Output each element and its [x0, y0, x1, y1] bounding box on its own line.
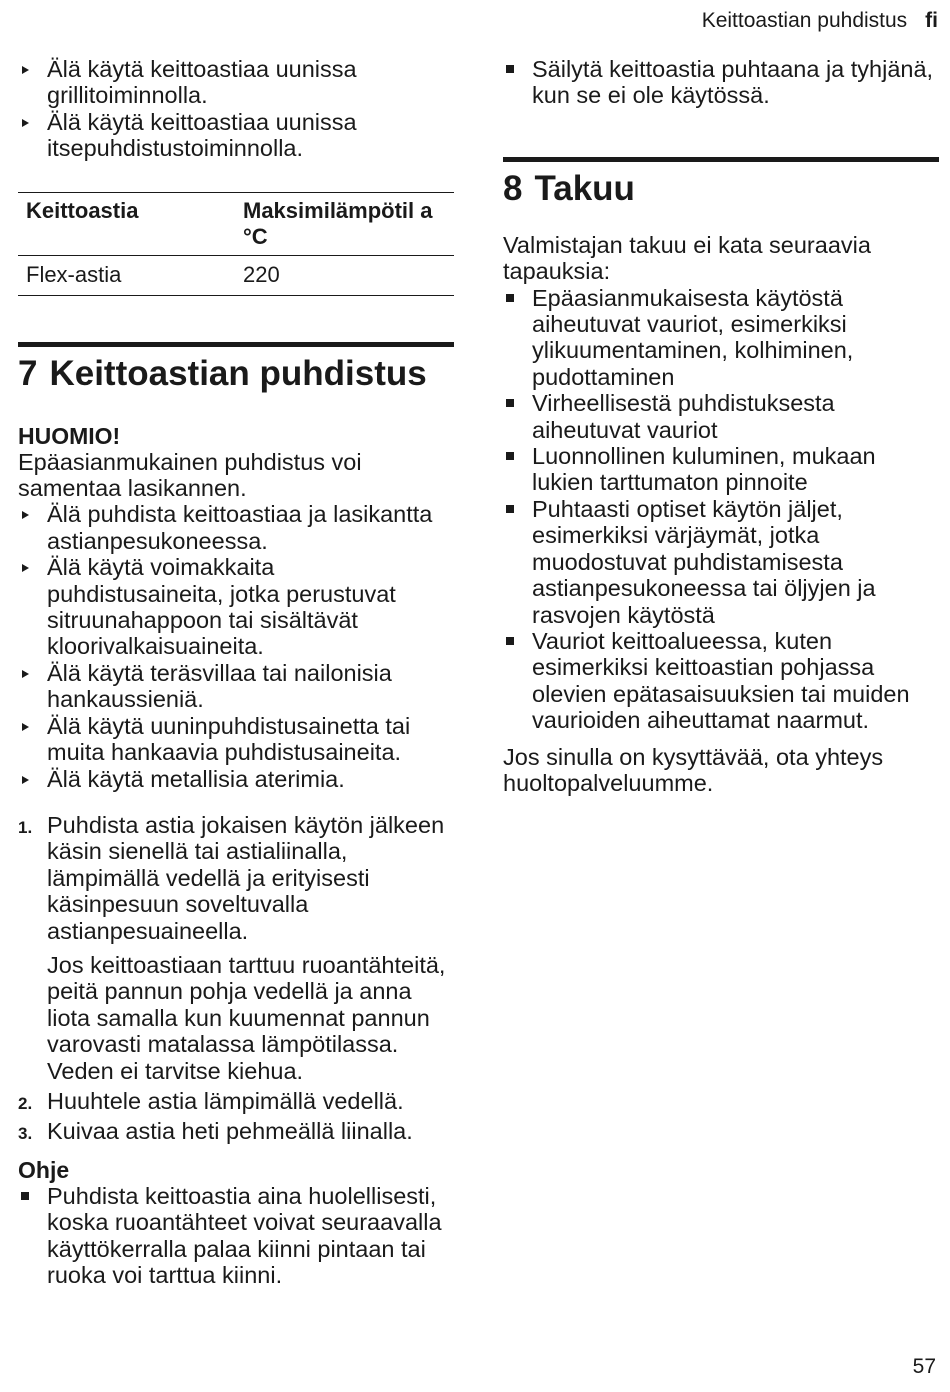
section-number: 8 [503, 168, 523, 208]
left-column [18, 56, 454, 1288]
section-title: Keittoastian puhdistus [49, 353, 427, 393]
step-item [18, 812, 454, 1084]
table-row [18, 255, 454, 295]
language-code: fi [925, 9, 938, 32]
list-item: Puhdista keittoastia aina huolellisesti, koska ruoantähteet voivat seuraavalla käyttökerralla palaa kiinni pintaan tai ruoka voi tarttua kiinni. [18, 1183, 454, 1289]
step-text: Kuivaa astia heti pehmeällä liinalla. [47, 1118, 413, 1145]
oven-warning-list [18, 56, 454, 162]
step-item [18, 1118, 454, 1144]
tip-label: Ohje [18, 1156, 70, 1183]
page-number: 57 [912, 1355, 936, 1378]
section-number: 7 [18, 353, 38, 393]
max-temperature-table [18, 192, 454, 296]
cleaning-steps [18, 812, 454, 1145]
table-header-row [18, 192, 454, 255]
list-item: Älä käytä metallisia aterimia. [18, 766, 454, 792]
list-item: Älä käytä uuninpuhdistusainetta tai muita hankaavia puhdistusaineita. [18, 713, 454, 766]
list-item: Puhtaasti optiset käytön jäljet, esimerkiksi värjäymät, jotka muodostuvat puhdistamisesta astianpesukoneessa tai öljyjen ja rasvojen käytöstä [503, 496, 939, 628]
list-item: Epäasianmukaisesta käytöstä aiheutuvat vauriot, esimerkiksi ylikuumentaminen, kolhiminen, pudottaminen [503, 285, 939, 391]
list-item: Älä käytä voimakkaita puhdistusaineita, jotka perustuvat sitruunahappoon tai sisältävät kloorivalkaisuaineita. [18, 554, 454, 660]
list-item: Älä käytä keittoastiaa uunissa itsepuhdistustoiminnolla. [18, 109, 454, 162]
list-item: Vauriot keittoalueessa, kuten esimerkiksi keittoastian pohjassa olevien epätasaisuuksien tai muiden vaurioiden aiheuttamat naarmut. [503, 628, 939, 734]
step-number: 3. [18, 1124, 33, 1144]
right-column [503, 56, 939, 796]
step-continuation: Jos keittoastiaan tarttuu ruoantähteitä, peitä pannun pohja vedellä ja anna liota samalla kun kuumennat pannun varovasti matalassa lämpötilassa. Veden ei tarvitse kiehua. [47, 951, 446, 1084]
list-item: Luonnollinen kuluminen, mukaan lukien tarttumaton pinnoite [503, 443, 939, 496]
header-title: Keittoastian puhdistus [701, 9, 908, 32]
table-cell: 220 [235, 255, 454, 295]
list-item: Älä käytä teräsvillaa tai nailonisia hankaussieniä. [18, 660, 454, 713]
cleaning-warning-list [18, 501, 454, 791]
step-number: 1. [18, 817, 33, 837]
step-item [18, 1088, 454, 1114]
section-title: Takuu [534, 168, 635, 208]
column-header-max-temp: Maksimilämpötil a °C [235, 192, 454, 255]
list-item: Älä käytä keittoastiaa uunissa grillitoiminnolla. [18, 56, 454, 109]
warranty-exclusions-list [503, 285, 939, 734]
list-item: Virheellisestä puhdistuksesta aiheutuvat vauriot [503, 390, 939, 443]
list-item: Säilytä keittoastia puhtaana ja tyhjänä, kun se ei ole käytössä. [503, 56, 939, 109]
warranty-closing: Jos sinulla on kysyttävää, ota yhteys huoltopalveluumme. [503, 743, 884, 796]
list-item: Älä puhdista keittoastiaa ja lasikantta astianpesukoneessa. [18, 501, 454, 554]
step-number: 2. [18, 1093, 33, 1113]
column-header-cookware: Keittoastia [18, 192, 235, 255]
notice-text: Epäasianmukainen puhdistus voi samentaa lasikannen. [18, 448, 362, 502]
notice-label: HUOMIO! [18, 422, 121, 449]
warranty-intro: Valmistajan takuu ei kata seuraavia tapauksia: [503, 231, 871, 285]
step-text: Huuhtele astia lämpimällä vedellä. [47, 1087, 404, 1114]
storage-list [503, 56, 939, 109]
tip-list [18, 1183, 454, 1289]
section-8-heading [503, 157, 939, 210]
step-text: Puhdista astia jokaisen käytön jälkeen käsin sienellä tai astialiinalla, lämpimällä vedellä ja erityisesti käsinpesuun soveltuvalla astianpesuaineella. [47, 811, 445, 944]
section-7-heading [18, 342, 454, 395]
running-header [702, 8, 938, 34]
table-cell: Flex-astia [18, 255, 235, 295]
